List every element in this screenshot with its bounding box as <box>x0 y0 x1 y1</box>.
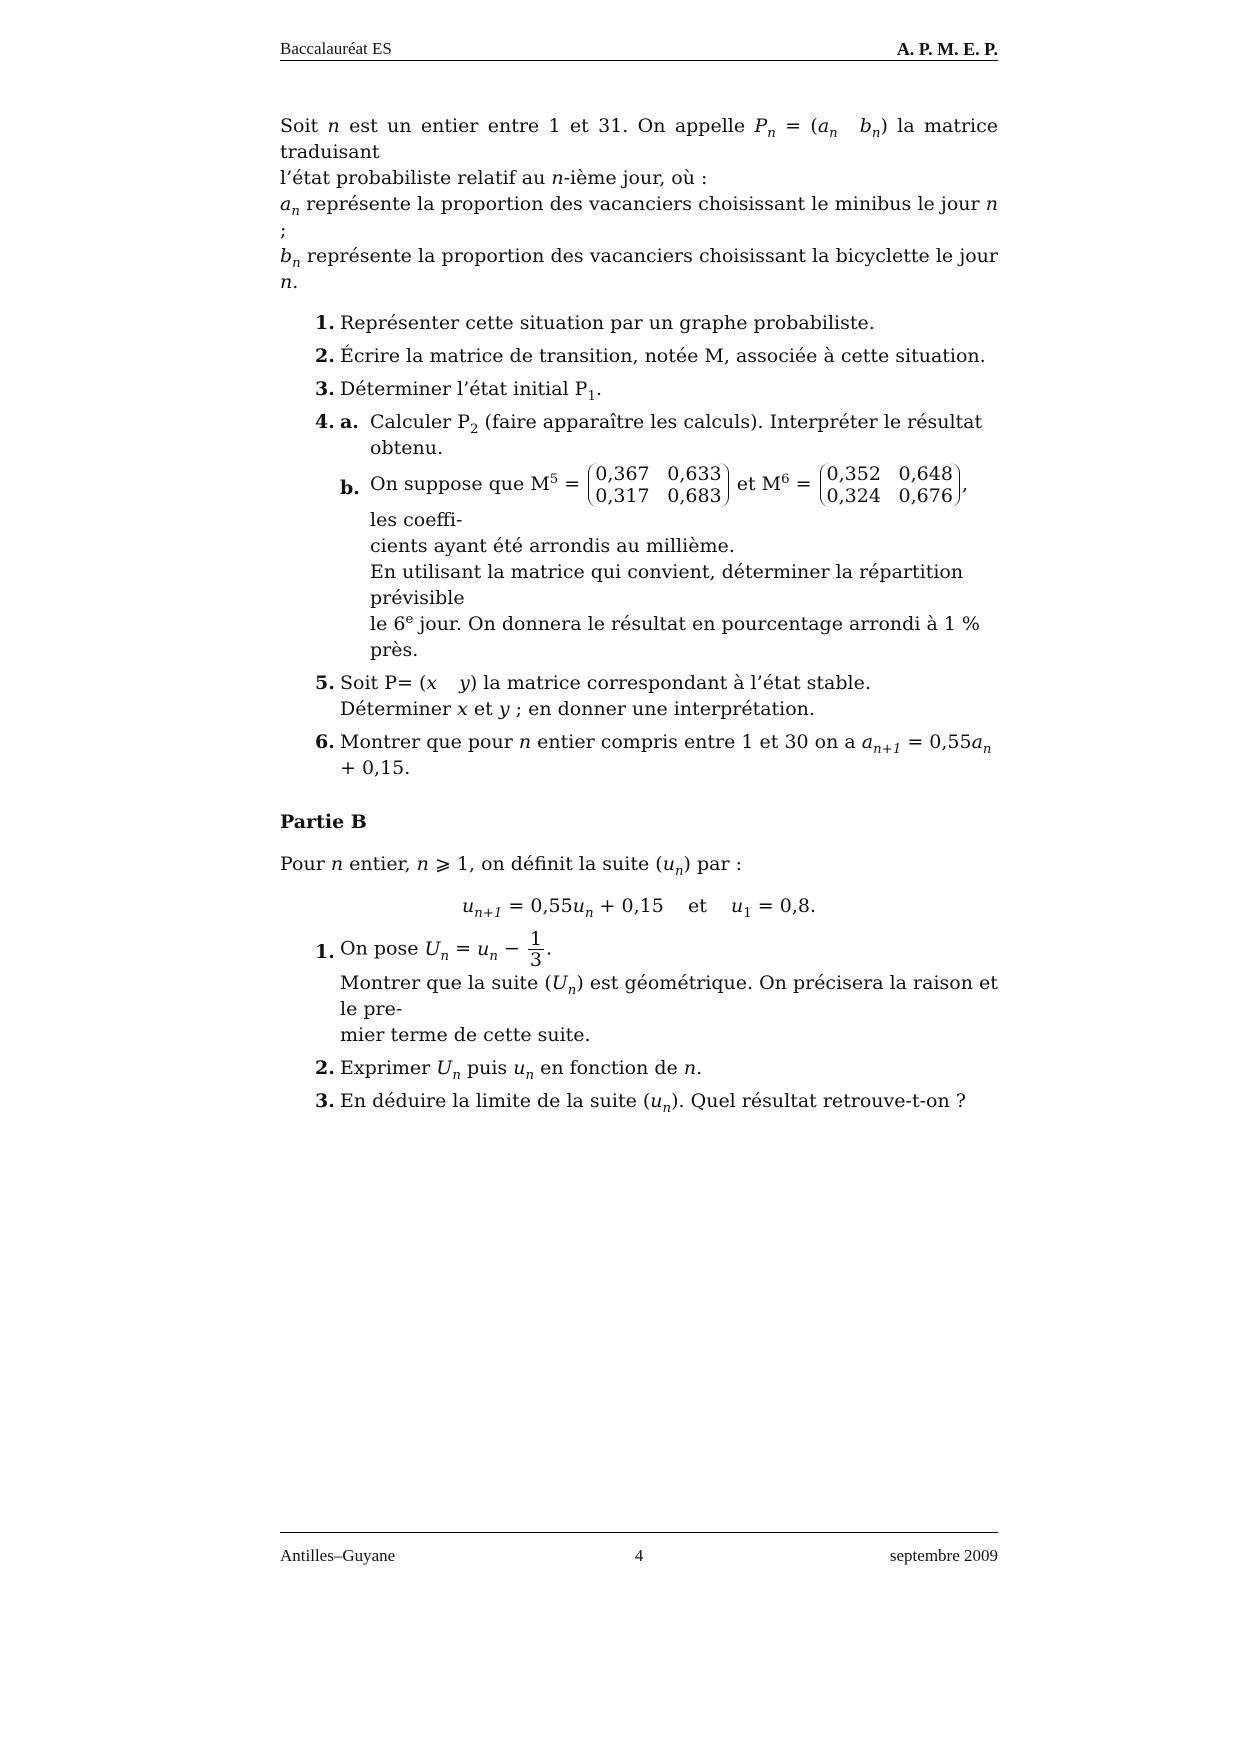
question-3: 3. Déterminer l’état initial $P_1$. <box>315 378 602 404</box>
page-footer <box>280 1532 998 1569</box>
fraction-one-third: $\frac{1}{3}$ <box>529 928 543 971</box>
question-2: 2. Écrire la matrice de transition, notée M, associée à cette situation. <box>315 345 986 367</box>
question-4: 4. a. Calculer $P_2$ (faire apparaître les calculs). Interpréter le résultat obtenu. b. On suppose que $M^5$ = 0,367 0,633 0,317 0,683 et $M^6$ = 0,352 0,648 0,324 0,676 , les coeffi- cients ayant été arrondis au millième. En utilisant la matrice qui convient, déterminer la répartition prévisible le 6e jour. On donnera le résultat en pourcentage arrondi à 1 % près. <box>280 409 998 663</box>
question-6: 6. Montrer que pour n entier compris entre 1 et 30 on a $a_{n+1} = 0,55a_n + 0,15$. <box>315 731 992 779</box>
intro-paragraph: Soit n est un entier entre 1 et 31. On appelle $P_n = (a_n$ $b_n$) la matrice traduisant l’état probabiliste relatif au n-ième jour, où : $a_n$ représente la proportion des vacanciers choisissant le minibus le jour n ; $b_n$ représente la proportion des vacanciers choisissant la bicyclette le jour n. <box>280 115 999 293</box>
page-header <box>280 36 998 61</box>
recurrence-equation: $u_{n+1} = 0,55u_n + 0,15$ et $u_1 = 0,8$. <box>461 895 817 921</box>
question-4a: a. Calculer $P_2$ (faire apparaître les calculs). Interpréter le résultat obtenu. <box>340 411 983 459</box>
partie-b-intro: Pour n entier, n ⩾ 1, on définit la suite $(u_n)$ par : <box>280 853 742 879</box>
part-b-questions <box>280 929 998 1114</box>
page-number: 4 <box>634 1546 644 1565</box>
part-a-questions <box>280 310 998 781</box>
footer-right: septembre 2009 <box>889 1546 998 1565</box>
question-1: 1. Représenter cette situation par un graphe probabiliste. <box>315 312 875 334</box>
header-left: Baccalauréat ES <box>280 39 392 58</box>
partie-b-title: Partie B <box>280 811 367 833</box>
partb-question-3: 3. En déduire la limite de la suite $(u_n)$. Quel résultat retrouve-t-on ? <box>315 1090 966 1116</box>
question-4b: b. On suppose que $M^5$ = 0,367 0,633 0,317 0,683 et $M^6$ = 0,352 0,648 0,324 0,676 , les coeffi- cients ayant été arrondis au millième. En utilisant la matrice qui convient, déterminer la répartition prévisible le 6e jour. On donnera le résultat en pourcentage arrondi à 1 % près. <box>340 463 980 661</box>
header-right: A. P. M. E. P. <box>896 39 998 59</box>
partb-question-2: 2. Exprimer $U_n$ puis $u_n$ en fonction de n. <box>315 1057 703 1083</box>
page-content <box>280 113 998 1114</box>
partb-question-1: 1. On pose $U_n = u_n$ − $\frac{1}{3}$ . Montrer que la suite $(U_n)$ est géométrique. On précisera la raison et le pre- mier terme de cette suite. <box>315 928 998 1046</box>
matrix-m6: 0,352 0,648 0,324 0,676 <box>820 463 960 507</box>
matrix-m5: 0,367 0,633 0,317 0,683 <box>588 463 728 507</box>
question-5: 5. Soit P= (x y) la matrice correspondant à l’état stable. Déterminer x et y ; en donner une interprétation. <box>315 672 871 720</box>
footer-left: Antilles–Guyane <box>280 1546 396 1565</box>
